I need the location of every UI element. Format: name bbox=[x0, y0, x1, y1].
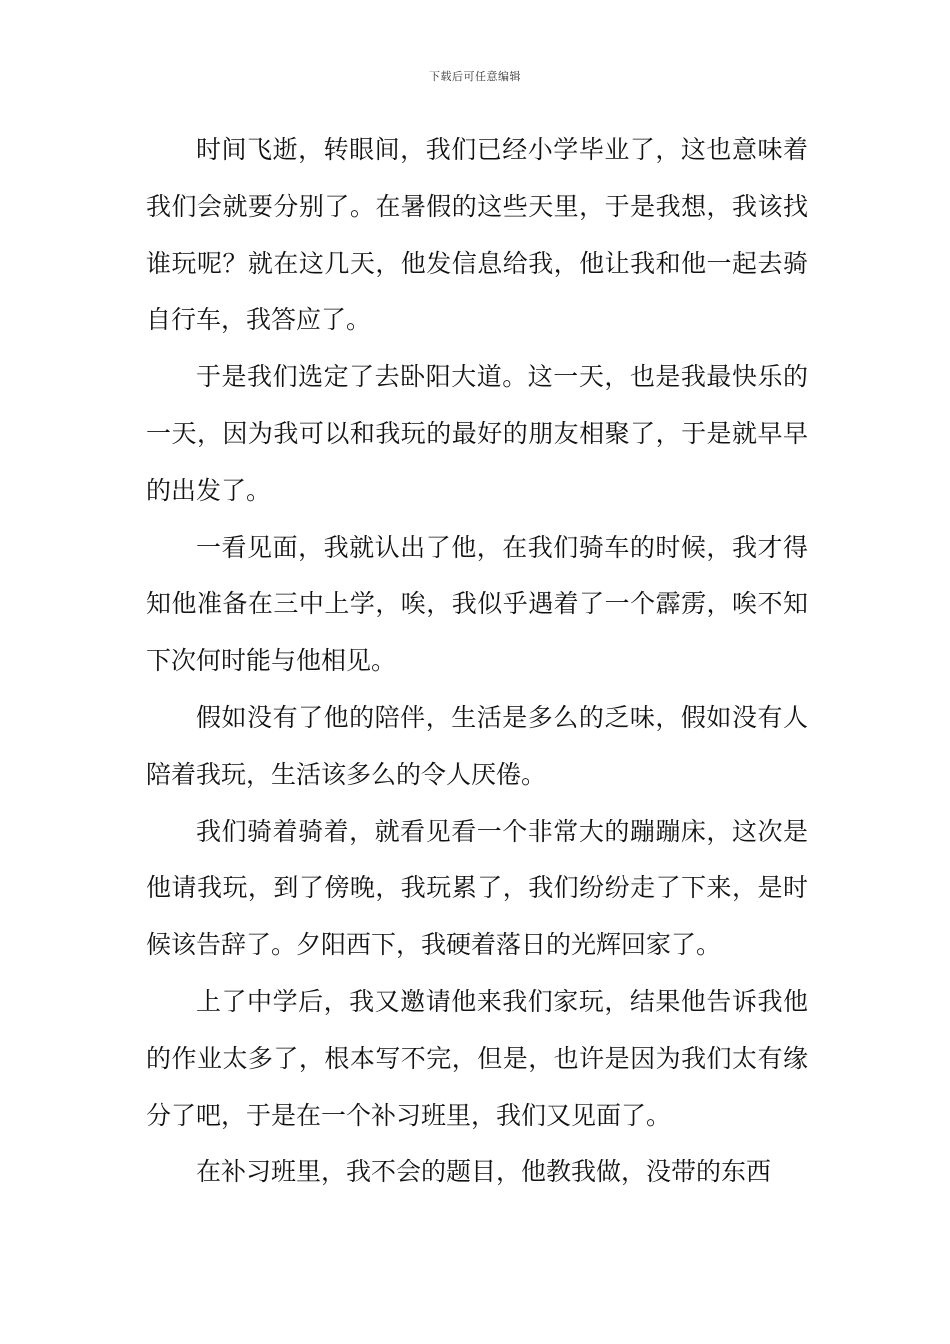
paragraph: 于是我们选定了去卧阳大道。这一天，也是我最快乐的一天，因为我可以和我玩的最好的朋友相聚了，于是就早早的出发了。 bbox=[146, 362, 808, 505]
paragraph: 假如没有了他的陪伴，生活是多么的乏味，假如没有人陪着我玩，生活该多么的令人厌倦。 bbox=[146, 702, 808, 789]
paragraph: 时间飞逝，转眼间，我们已经小学毕业了，这也意味着我们会就要分别了。在暑假的这些天里，于是我想，我该找谁玩呢？就在这几天，他发信息给我，他让我和他一起去骑自行车，我答应了。 bbox=[146, 135, 808, 335]
paragraph: 我们骑着骑着，就看见看一个非常大的蹦蹦床，这次是他请我玩，到了傍晚，我玩累了，我们纷纷走了下来，是时候该告辞了。夕阳西下，我硬着落日的光辉回家了。 bbox=[146, 816, 808, 960]
essay-body bbox=[146, 122, 808, 1201]
paragraph: 在补习班里，我不会的题目，他教我做，没带的东西 bbox=[196, 1157, 772, 1187]
paragraph: 一看见面，我就认出了他，在我们骑车的时候，我才得知他准备在三中上学，唉，我似乎遇着了一个霹雳，唉不知下次何时能与他相见。 bbox=[146, 532, 808, 676]
header-note: 下载后可任意编辑 bbox=[429, 70, 521, 83]
paragraph: 上了中学后，我又邀请他来我们家玩，结果他告诉我他的作业太多了，根本写不完，但是，也许是因为我们太有缘分了吧，于是在一个补习班里，我们又见面了。 bbox=[146, 986, 808, 1130]
